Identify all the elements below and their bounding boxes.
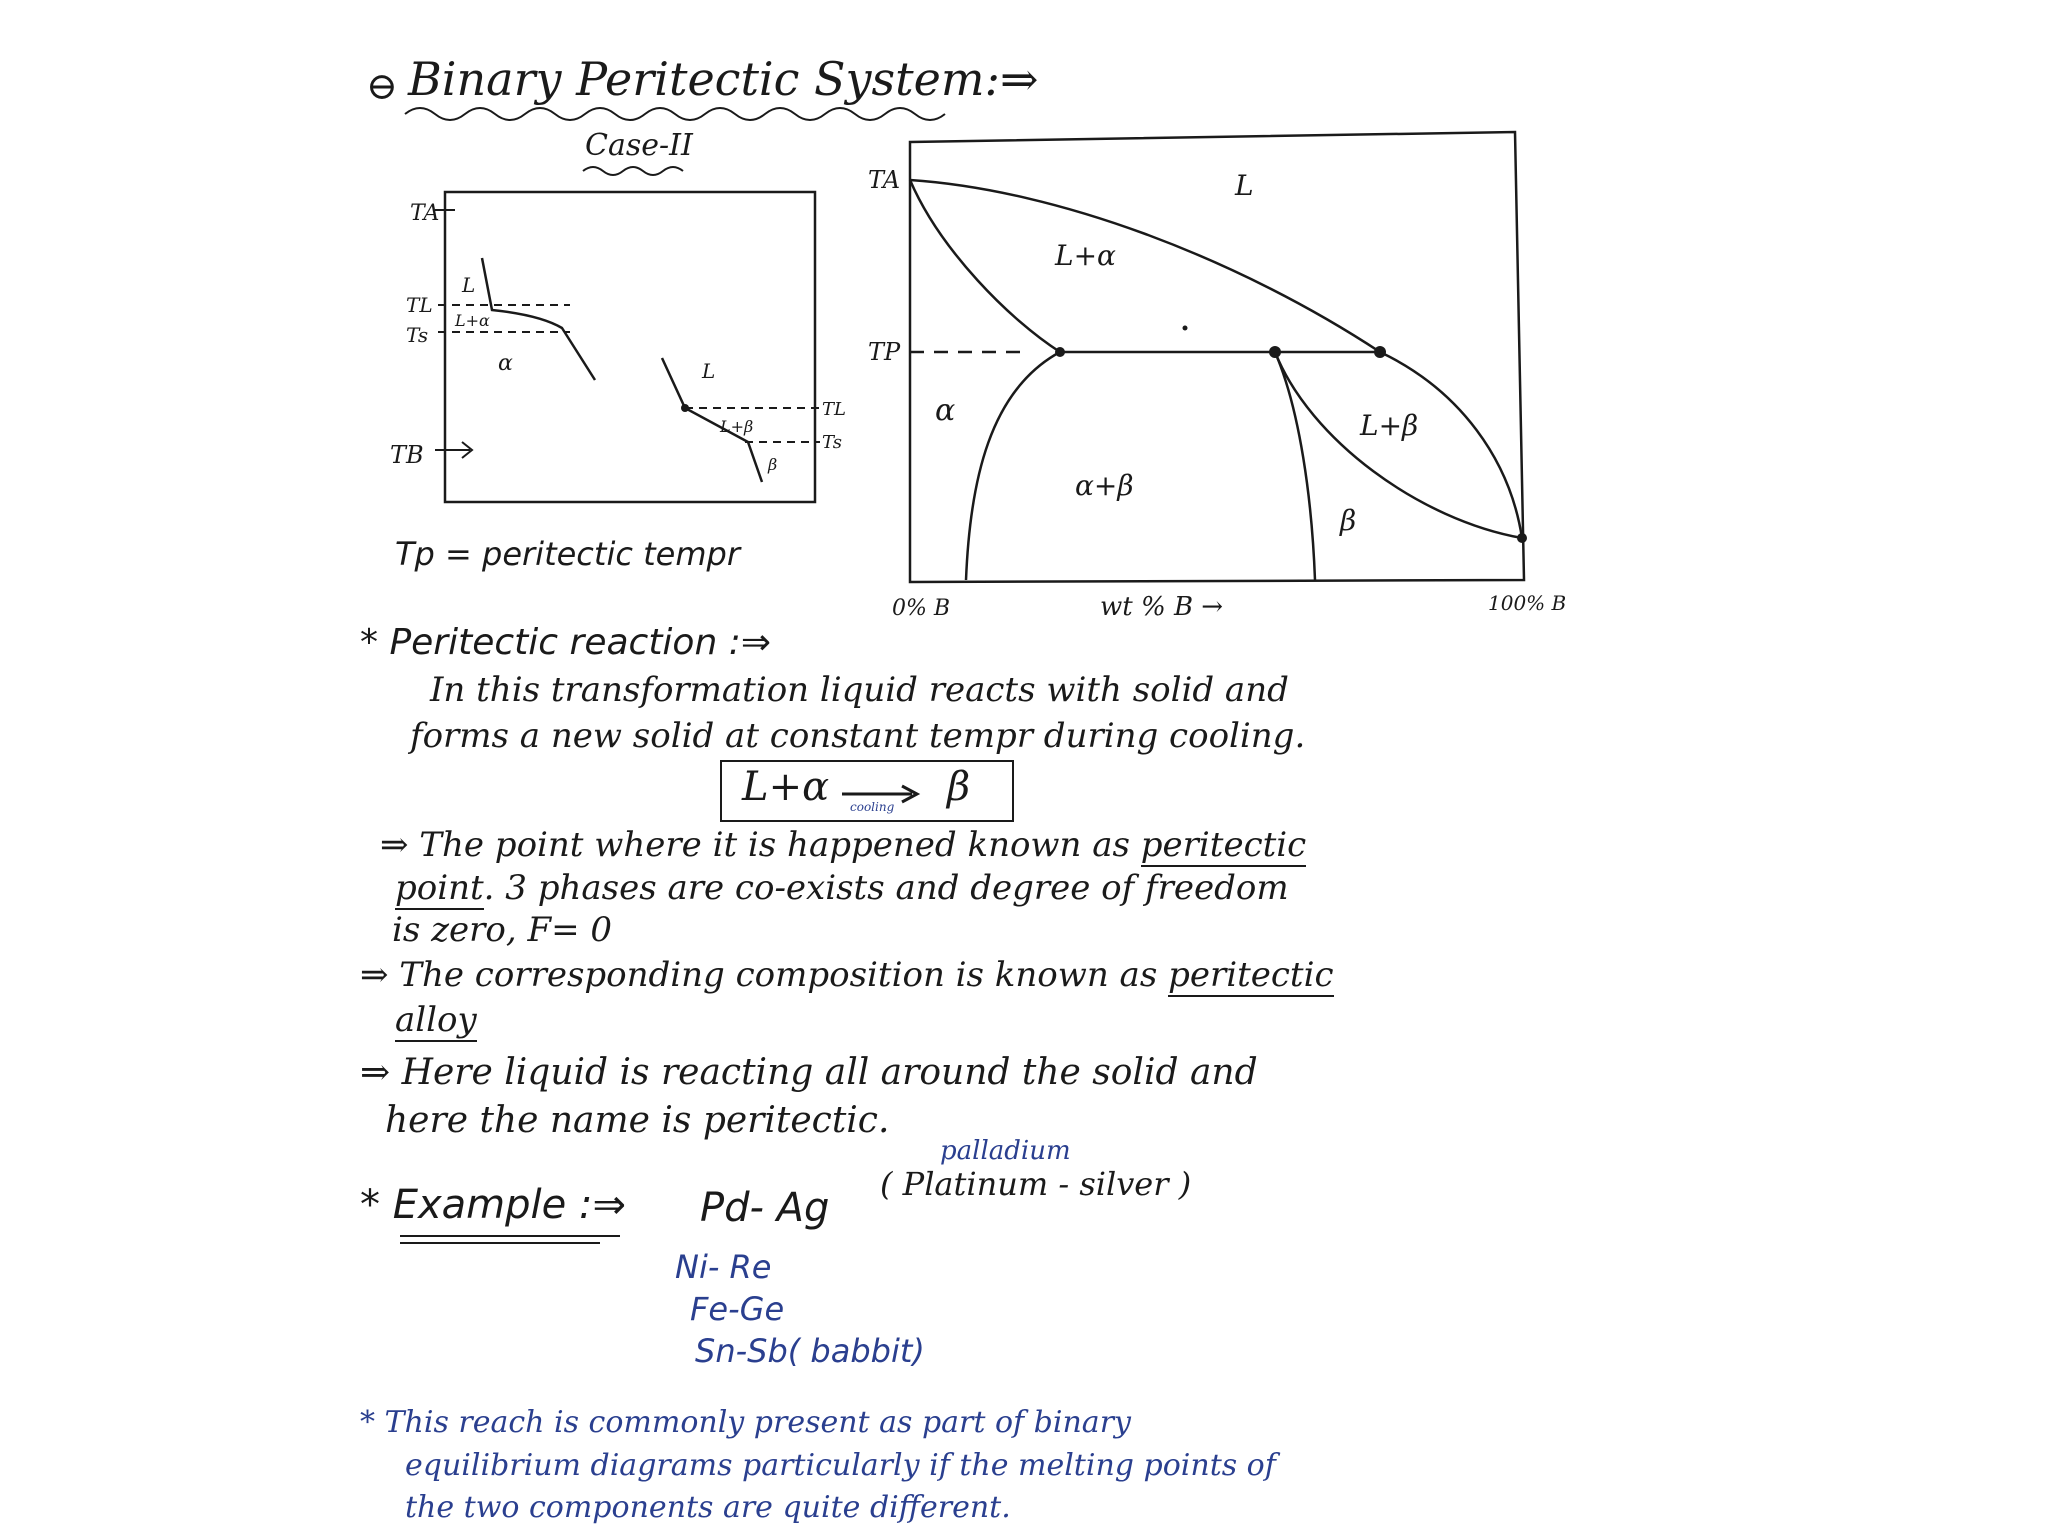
cooling-curve-diagram	[390, 180, 870, 520]
region-alpha-beta: α+β	[1075, 469, 1134, 502]
region-alpha: α	[935, 393, 956, 428]
label-l-left: L	[462, 273, 476, 297]
note-line-1: * This reach is commonly present as part of binary	[360, 1405, 1131, 1440]
example-underline	[400, 1232, 630, 1248]
label-tl-right: TL	[822, 399, 846, 420]
reaction-equation-box	[720, 760, 1014, 822]
term-peritectic-alloy: peritectic	[1168, 955, 1334, 995]
label-ts-right: Ts	[822, 432, 842, 453]
point-line-1-text: ⇒ The point where it is happened known as	[380, 825, 1130, 865]
here-line-2: here the name is peritectic.	[385, 1100, 890, 1141]
example-pd-ag: Pd- Ag	[700, 1185, 830, 1231]
label-l-beta: L+β	[720, 417, 754, 436]
composition-line-1	[360, 955, 1334, 995]
note-line-2: equilibrium diagrams particularly if the melting points of	[405, 1448, 1276, 1483]
reaction-heading: * Peritectic reaction :⇒	[360, 622, 772, 663]
note-line-3: the two components are quite different.	[405, 1490, 1011, 1525]
point-line-2-text: . 3 phases are co-exists and degree of freedom	[483, 868, 1289, 908]
region-l: L	[1235, 169, 1254, 202]
peritectic-phase-diagram	[860, 120, 1600, 630]
example-fe-ge: Fe-Ge	[690, 1290, 785, 1328]
label-tp-main: TP	[868, 338, 901, 366]
point-line-3: is zero, F= 0	[392, 910, 613, 950]
axis-label: wt % B →	[1100, 592, 1224, 622]
label-ta: TA	[410, 201, 440, 226]
label-l-right: L	[702, 359, 716, 383]
point-line-1	[380, 825, 1306, 865]
example-heading: * Example :⇒	[360, 1182, 626, 1228]
reaction-line-1: In this transformation liquid reacts with solid and	[430, 670, 1289, 710]
axis-100-percent: 100% B	[1488, 591, 1567, 615]
tp-definition: Tp = peritectic tempr	[395, 535, 740, 573]
example-sn-sb: Sn-Sb( babbit)	[695, 1332, 925, 1370]
region-l-alpha: L+α	[1055, 239, 1116, 272]
term-point: point	[395, 868, 484, 908]
region-l-beta: L+β	[1360, 409, 1419, 442]
reaction-line-2: forms a new solid at constant tempr during cooling.	[410, 716, 1306, 756]
label-l-alpha: L+α	[455, 311, 490, 330]
composition-line-2	[395, 1000, 477, 1040]
label-alpha: α	[498, 351, 513, 376]
composition-line-1-text: ⇒ The corresponding composition is known as	[360, 955, 1158, 995]
label-ts: Ts	[406, 323, 429, 347]
palladium-note: palladium	[940, 1136, 1071, 1166]
page-title: Binary Peritectic System:⇒	[408, 52, 1039, 106]
case-label: Case-II	[585, 128, 693, 163]
platinum-silver-note: ( Platinum - silver )	[880, 1165, 1192, 1203]
here-line-1: ⇒ Here liquid is reacting all around the solid and	[360, 1052, 1258, 1093]
example-ni-re: Ni- Re	[675, 1248, 772, 1286]
term-alloy: alloy	[395, 1000, 477, 1040]
axis-0-percent: 0% B	[892, 596, 951, 621]
equation-left: L+α	[742, 764, 830, 810]
region-beta: β	[1340, 504, 1357, 537]
equation-right: β	[947, 764, 971, 810]
label-tl: TL	[406, 293, 433, 317]
label-beta: β	[768, 455, 778, 474]
equation-cooling-label: cooling	[850, 800, 895, 814]
term-peritectic-point: peritectic	[1140, 825, 1307, 865]
label-tb: TB	[390, 441, 424, 469]
case-underline-wave	[580, 162, 700, 178]
label-ta-main: TA	[868, 166, 901, 194]
point-line-2	[395, 868, 1289, 908]
bullet-mark: ⊖	[366, 64, 398, 108]
